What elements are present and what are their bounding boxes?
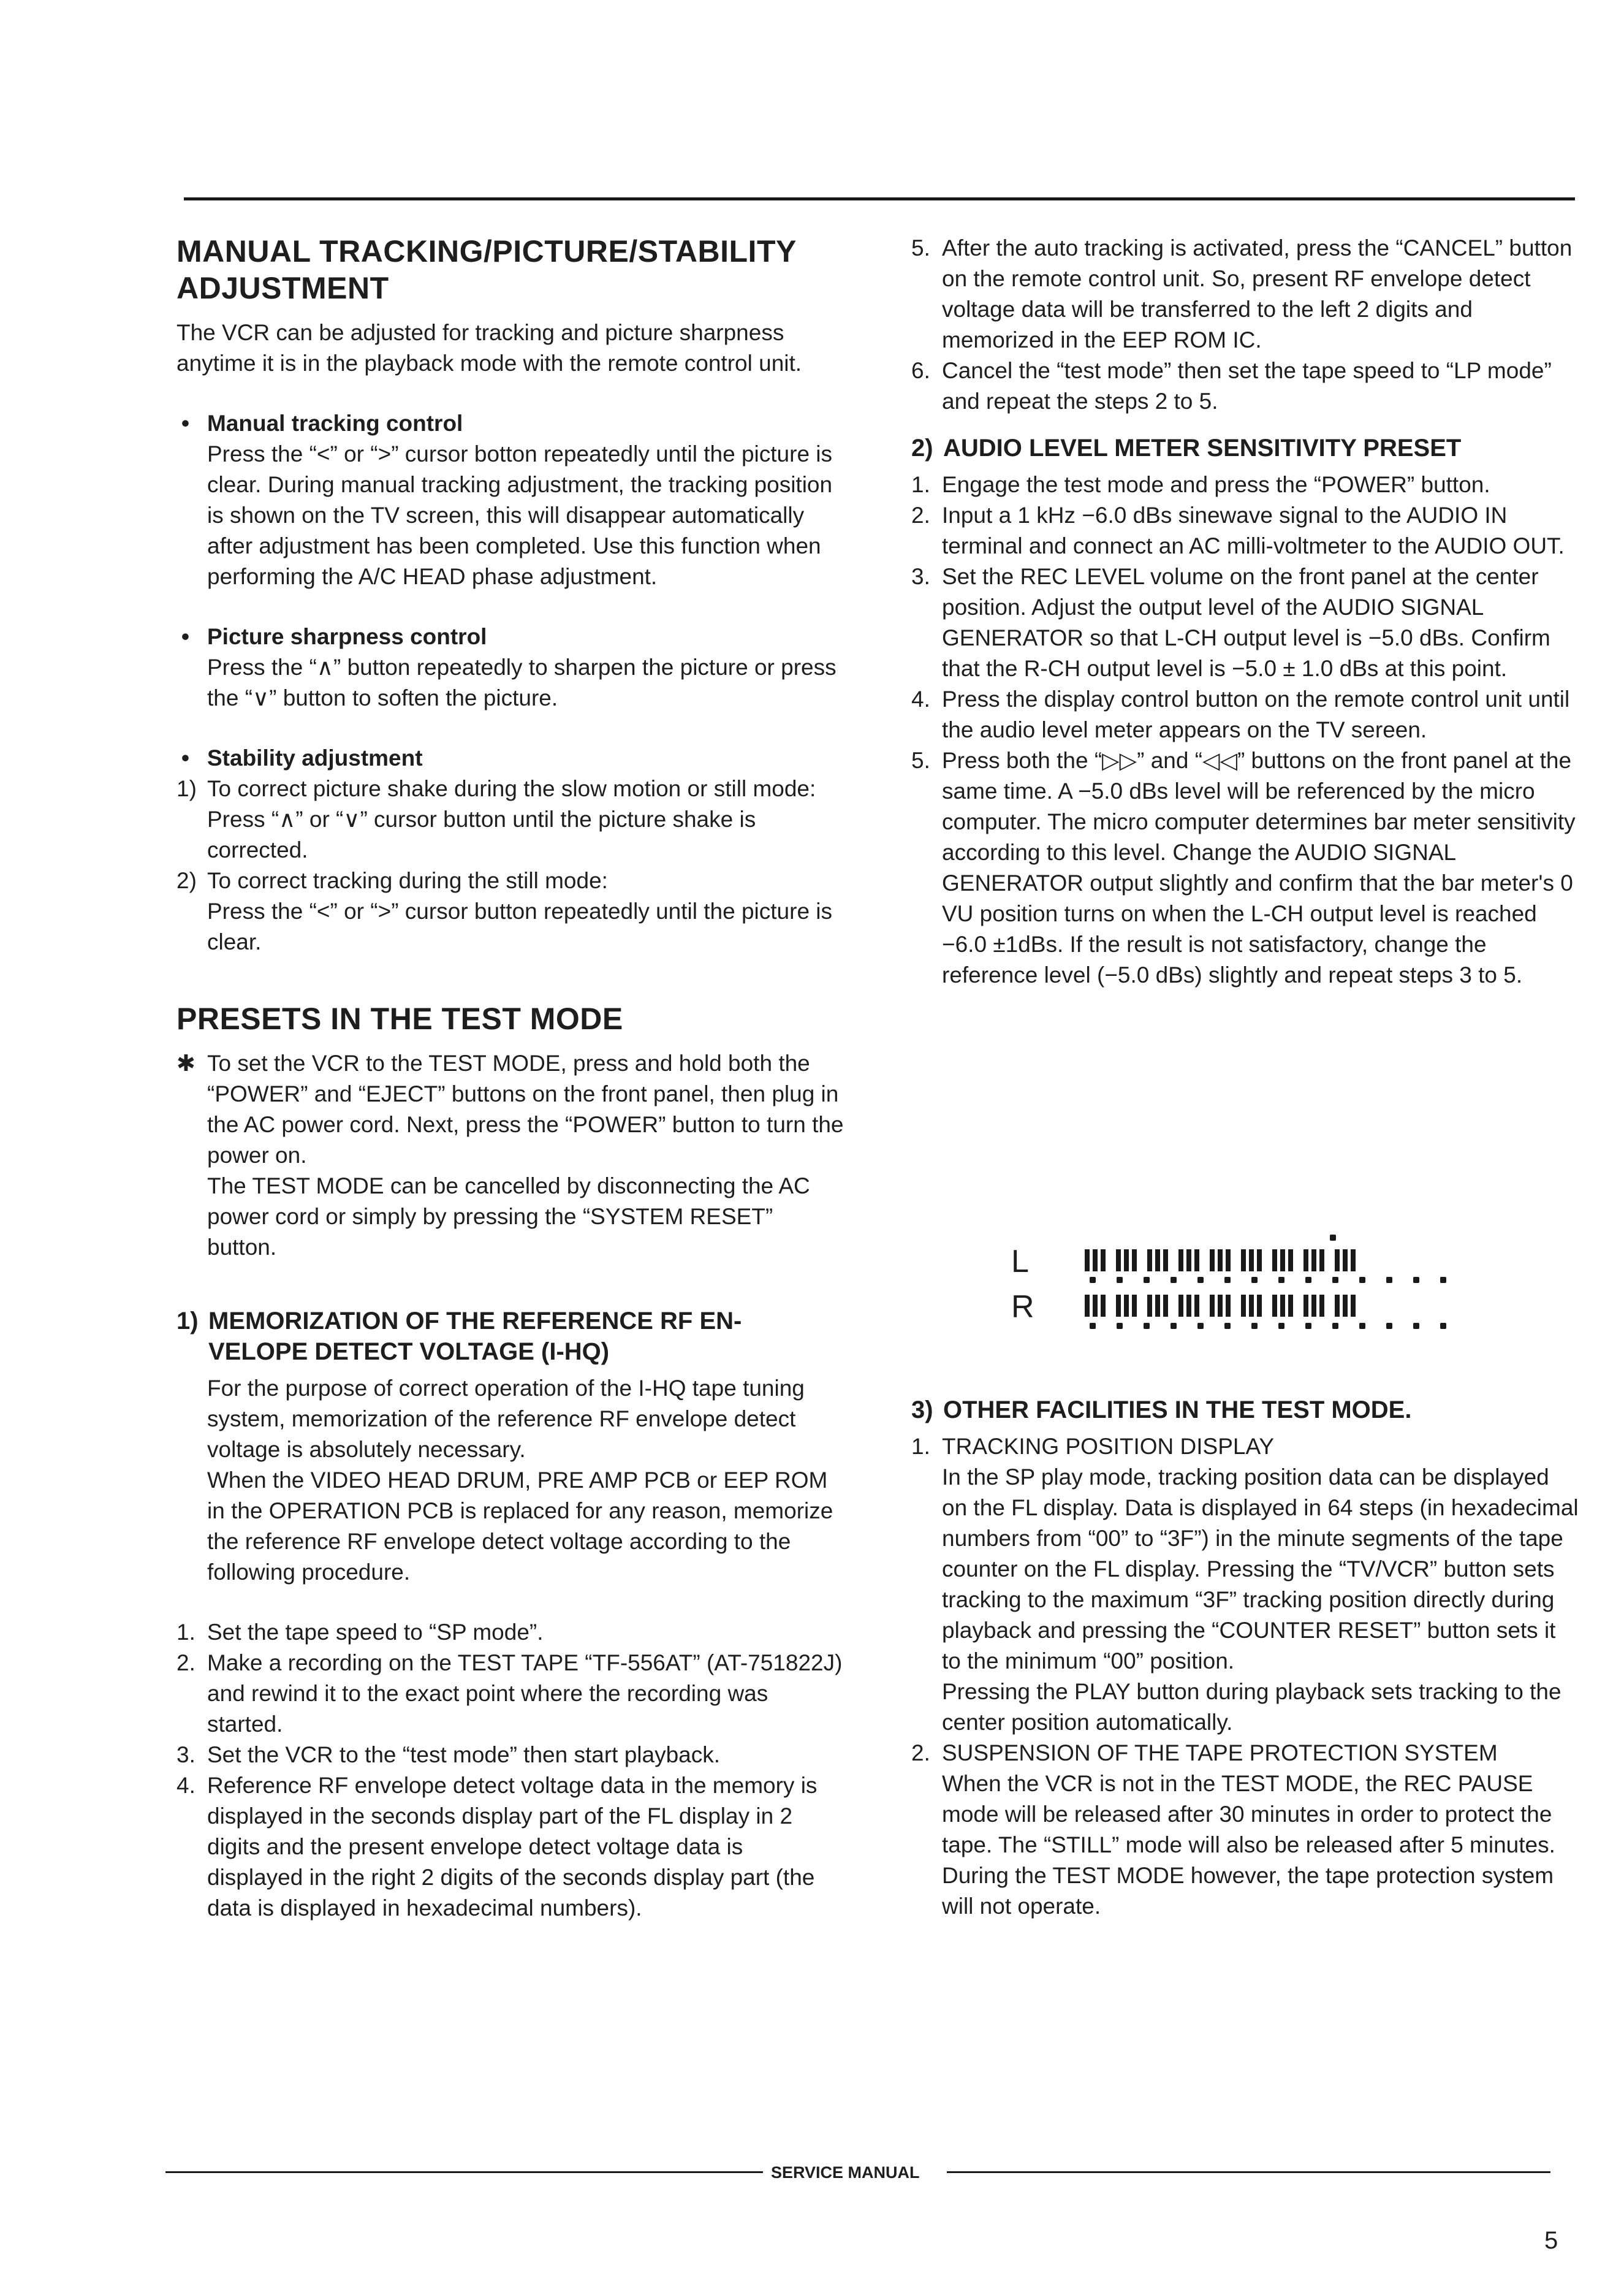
meter-segment: [1178, 1249, 1183, 1271]
list-item: 6. Cancel the “test mode” then set the tape speed to “LP mode” and repeat the steps 2 to 5.: [911, 358, 1552, 414]
footer-rule-left: [165, 2171, 763, 2173]
list-item: 2. Input a 1 kHz −6.0 dBs sinewave signal to the AUDIO IN terminal and connect an AC milli-voltmeter to the AUDIO OUT.: [911, 503, 1565, 558]
list-item: 4. Press the display control button on the remote control unit until the audio level meter appears on the TV sereen.: [911, 687, 1570, 742]
meter-segment: [1186, 1249, 1191, 1271]
meter-segment: [1210, 1249, 1215, 1271]
meter-segment: [1335, 1249, 1340, 1271]
meter-segment: [1343, 1249, 1348, 1271]
meter-label-right: R: [1011, 1289, 1034, 1325]
meter-segment: [1101, 1249, 1106, 1271]
audio-meter-steps: [911, 470, 1579, 991]
meter-scale-dots-left: [1090, 1275, 1467, 1286]
list-item: 3. Set the REC LEVEL volume on the front panel at the center position. Adjust the output level of the AUDIO SIGNAL GENERATOR so that L-CH output level is −5.0 dBs. Confirm that the R-CH output level is −5.0 ± 1.0 dBs at this point.: [911, 564, 1550, 681]
meter-segment: [1249, 1295, 1254, 1317]
meter-segment: [1272, 1295, 1277, 1317]
audio-meter-heading: 2) AUDIO LEVEL METER SENSITIVITY PRESET: [911, 435, 1462, 462]
meter-label-left: L: [1011, 1244, 1029, 1279]
list-item: 1. Set the tape speed to “SP mode”.: [176, 1620, 544, 1645]
memorization-section: [176, 1306, 844, 1924]
list-item: 5. After the auto tracking is activated, press the “CANCEL” button on the remote control unit. So, present RF envelope detect voltage data will be transferred to the left 2 digits and memorized in the EEP ROM IC.: [911, 235, 1573, 352]
meter-segment: [1085, 1295, 1090, 1317]
meter-segment: [1311, 1295, 1316, 1317]
meter-segment: [1257, 1249, 1262, 1271]
meter-segment: [1319, 1295, 1324, 1317]
meter-segment: [1351, 1249, 1356, 1271]
footer-rule-right: [947, 2171, 1550, 2173]
asterisk-icon: ✱: [176, 1051, 196, 1076]
list-item: 2. SUSPENSION OF THE TAPE PROTECTION SYSTEM When the VCR is not in the TEST MODE, the REC PAUSE mode will be released after 30 minutes in order to protect the tape. The “STILL” mode will also be released after 5 minutes. During the TEST MODE however, the tape protection system will not operate.: [911, 1740, 1555, 1919]
presets-body1: To set the VCR to the TEST MODE, press and hold both the “POWER” and “EJECT” buttons on the front panel, then plug in the AC power cord. Next, press the “POWER” button to turn the power on.: [207, 1051, 844, 1168]
meter-segment: [1093, 1249, 1098, 1271]
other-facilities-section: [911, 1395, 1579, 1922]
memorization-steps: [176, 1617, 844, 1924]
presets-section: [176, 1000, 844, 1263]
meter-segment: [1155, 1295, 1160, 1317]
memorization-body2: When the VIDEO HEAD DRUM, PRE AMP PCB or EEP ROM in the OPERATION PCB is replaced for any reason, memorize the reference RF envelope detect voltage according to the following procedure.: [207, 1468, 833, 1585]
list-item: [176, 1048, 844, 1263]
list-item: 1. Engage the test mode and press the “POWER” button.: [911, 472, 1490, 497]
meter-segment: [1335, 1295, 1340, 1317]
presets-heading: PRESETS IN THE TEST MODE: [176, 1002, 623, 1036]
meter-segment: [1163, 1295, 1168, 1317]
meter-segment: [1343, 1295, 1348, 1317]
meter-segment: [1210, 1295, 1215, 1317]
other-facilities-list: [911, 1431, 1579, 1922]
meter-segment: [1218, 1295, 1223, 1317]
page-number: 5: [1544, 2227, 1558, 2254]
meter-segment: [1288, 1295, 1293, 1317]
right-column: [911, 233, 1579, 991]
meter-bar-left: [1085, 1249, 1366, 1271]
meter-segment: [1085, 1249, 1090, 1271]
other-facilities-heading: 3) OTHER FACILITIES IN THE TEST MODE.: [911, 1396, 1412, 1423]
list-item: 5. Press both the “▷▷” and “◁◁” buttons on the front panel at the same time. A −5.0 dBs level will be referenced by the micro computer. The micro computer determines bar meter sensitivity according to this level. Change the AUDIO SIGNAL GENERATOR output slightly and confirm that the bar meter's 0 VU position turns on when the L-CH output level is reached −6.0 ±1dBs. If the result is not satisfactory, change the reference level (−5.0 dBs) slightly and repeat steps 3 to 5.: [911, 748, 1576, 988]
tracking-control-title: • Manual tracking control: [176, 408, 844, 439]
meter-segment: [1351, 1295, 1356, 1317]
audio-meter-section: [911, 433, 1579, 991]
meter-segment: [1226, 1295, 1231, 1317]
header-rule: [184, 197, 1575, 200]
meter-segment: [1272, 1249, 1277, 1271]
memorization-steps-continued: [911, 233, 1579, 417]
memorization-heading: 1) MEMORIZATION OF THE REFERENCE RF EN- VELOPE DETECT VOLTAGE (I-HQ): [176, 1308, 742, 1365]
manual-intro: The VCR can be adjusted for tracking and picture sharpness anytime it is in the playback mode with the remote control unit.: [176, 320, 802, 376]
manual-adjustment-section: [176, 233, 844, 958]
meter-segment: [1147, 1249, 1152, 1271]
zero-vu-marker: [1330, 1235, 1336, 1241]
meter-segment: [1124, 1295, 1129, 1317]
meter-segment: [1303, 1295, 1308, 1317]
presets-body2: The TEST MODE can be cancelled by disconnecting the AC power cord or simply by pressing the “SYSTEM RESET” button.: [207, 1173, 810, 1260]
list-item: 2) To correct tracking during the still mode:: [176, 868, 608, 893]
meter-segment: [1280, 1295, 1285, 1317]
stability-title: • Stability adjustment: [176, 743, 844, 774]
memorization-body1: For the purpose of correct operation of the I-HQ tape tuning system, memorization of the reference RF envelope detect voltage is absolutely necessary.: [207, 1376, 805, 1462]
meter-segment: [1163, 1249, 1168, 1271]
meter-scale-dots-right: [1090, 1321, 1467, 1332]
meter-segment: [1288, 1249, 1293, 1271]
meter-segment: [1257, 1295, 1262, 1317]
meter-segment: [1226, 1249, 1231, 1271]
meter-segment: [1186, 1295, 1191, 1317]
meter-segment: [1249, 1249, 1254, 1271]
meter-segment: [1124, 1249, 1129, 1271]
meter-bar-right: [1085, 1295, 1366, 1317]
meter-segment: [1194, 1249, 1199, 1271]
left-column: [176, 233, 844, 1924]
meter-segment: [1147, 1295, 1152, 1317]
level-meter-illustration: [1011, 1232, 1501, 1336]
list-item: 2. Make a recording on the TEST TAPE “TF-556AT” (AT-751822J) and rewind it to the exact point where the recording was started.: [176, 1650, 843, 1737]
list-item: 3. Set the VCR to the “test mode” then start playback.: [176, 1742, 721, 1767]
meter-segment: [1241, 1249, 1246, 1271]
meter-segment: [1093, 1295, 1098, 1317]
meter-segment: [1132, 1249, 1137, 1271]
meter-segment: [1319, 1249, 1324, 1271]
meter-segment: [1116, 1249, 1121, 1271]
list-item: 1) To correct picture shake during the slow motion or still mode:: [176, 776, 816, 801]
meter-segment: [1280, 1249, 1285, 1271]
list-item: Press the “<” or “>” cursor button repeatedly until the picture is clear.: [207, 899, 833, 954]
meter-segment: [1311, 1249, 1316, 1271]
meter-segment: [1132, 1295, 1137, 1317]
tracking-control-body: Press the “<” or “>” cursor botton repeatedly until the picture is clear. During manual tracking adjustment, the tracking position is shown on the TV screen, this will disappear automatically after adjustment has been completed. Use this function when performing the A/C HEAD phase adjustment.: [207, 441, 833, 589]
meter-segment: [1116, 1295, 1121, 1317]
manual-adjustment-heading: MANUAL TRACKING/PICTURE/STABILITY ADJUSTMENT: [176, 234, 797, 305]
sharpness-control-title: • Picture sharpness control: [176, 622, 844, 652]
stability-list: [176, 774, 844, 958]
meter-segment: [1101, 1295, 1106, 1317]
meter-segment: [1155, 1249, 1160, 1271]
meter-segment: [1241, 1295, 1246, 1317]
list-item: Press “∧” or “∨” cursor button until the picture shake is corrected.: [207, 807, 756, 862]
meter-segment: [1178, 1295, 1183, 1317]
list-item: 4. Reference RF envelope detect voltage data in the memory is displayed in the seconds display part of the FL display in 2 digits and the present envelope detect voltage data is displayed in the right 2 digits of the seconds display part (the data is displayed in hexadecimal numbers).: [176, 1773, 818, 1921]
meter-segment: [1218, 1249, 1223, 1271]
list-item: 1. TRACKING POSITION DISPLAY In the SP play mode, tracking position data can be displayed on the FL display. Data is displayed in 64 steps (in hexadecimal numbers from “00” to “3F”) in the minute segments of the tape counter on the FL display. Pressing the “TV/VCR” button sets tracking to the maximum “3F” tracking position directly during playback and pressing the “COUNTER RESET” button sets it to the minimum “00” position. Pressing the PLAY button during playback sets tracking to the center position automatically.: [911, 1434, 1579, 1735]
footer-label: SERVICE MANUAL: [771, 2163, 920, 2182]
meter-segment: [1303, 1249, 1308, 1271]
sharpness-control-body: Press the “∧” button repeatedly to sharpen the picture or press the “∨” button to soften the picture.: [207, 655, 837, 710]
meter-segment: [1194, 1295, 1199, 1317]
